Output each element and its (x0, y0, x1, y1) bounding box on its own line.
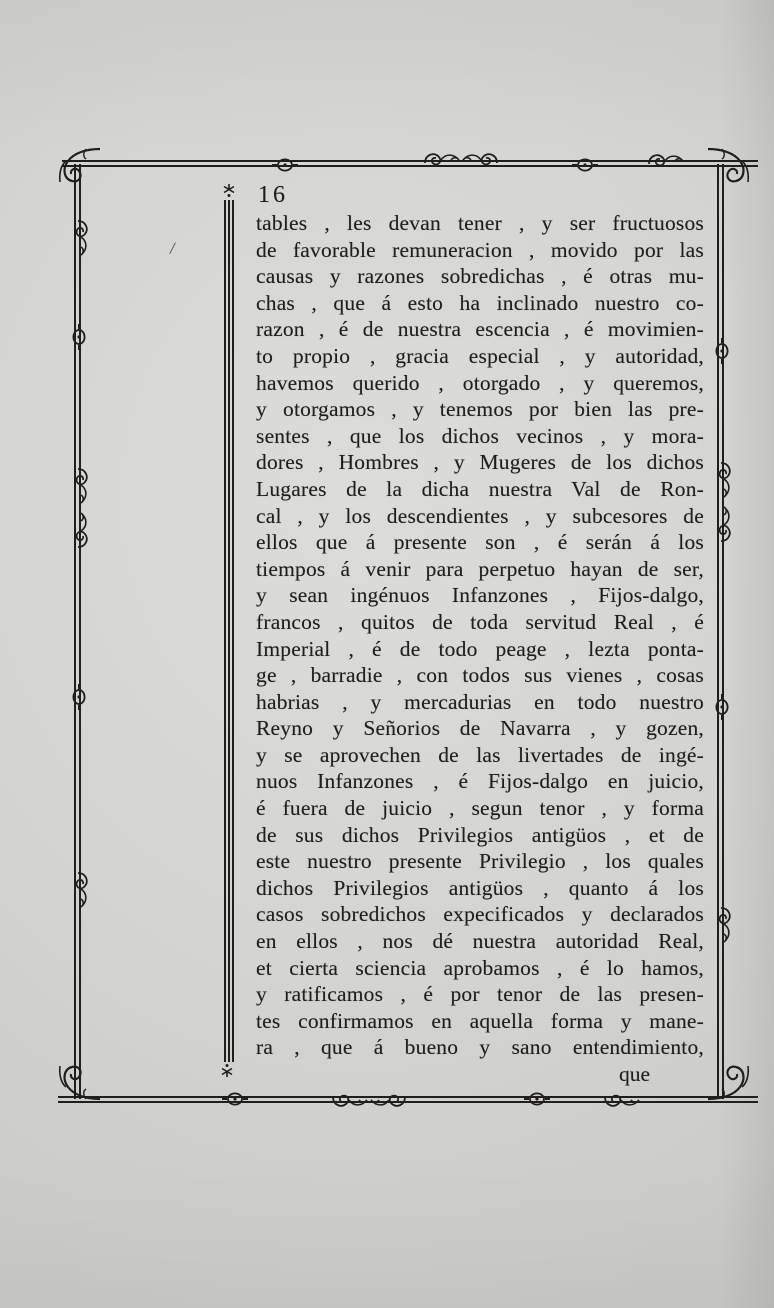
s-scroll-icon (70, 220, 90, 256)
text-line: ge , barradie , con todos sus vienes , cosas (256, 663, 704, 688)
text-line: dichos Privilegios antigüos , quanto á los (256, 875, 704, 900)
s-scroll-icon (332, 1089, 368, 1109)
text-line: sentes , que los dichos vecinos , y mora- (256, 423, 704, 448)
text-line: y ratificamos , é por tenor de las presen- (256, 982, 704, 1007)
page-number: 16 (258, 182, 288, 208)
s-scroll-icon (370, 1089, 406, 1109)
s-scroll-icon (424, 151, 460, 171)
s-scroll-icon (70, 468, 90, 504)
text-line: razon , é de nuestra escencia , é movimien- (256, 317, 704, 342)
cartouche-icon (715, 338, 729, 364)
cartouche-icon (715, 694, 729, 720)
s-scroll-icon (648, 152, 684, 172)
cartouche-icon (72, 684, 86, 710)
text-line: habrias , y mercadurias en todo nuestro (256, 689, 704, 714)
cartouche-icon (72, 324, 86, 350)
cartouche-icon (572, 158, 598, 172)
s-scroll-icon (713, 907, 733, 943)
s-scroll-icon (70, 512, 90, 548)
catchword: que (618, 1062, 650, 1086)
stray-ink-mark: / (168, 237, 177, 259)
text-line: y otorgamos , y tenemos por bien las pre- (256, 397, 704, 422)
finial-cross-icon (220, 1062, 234, 1078)
text-line: de sus dichos Privilegios antigüos , et de (256, 822, 704, 847)
text-line: ra , que á bueno y sano entendimiento, (256, 1035, 704, 1060)
text-line: cal , y los descendientes , y subcesores de (256, 503, 704, 528)
column-divider-rule (224, 200, 234, 1062)
border-bottom-rule (58, 1096, 758, 1103)
text-line: casos sobredichos expecificados y declarados (256, 902, 704, 927)
text-line: y se aprovechen de las livertades de ingé- (256, 742, 704, 767)
cartouche-icon (222, 1092, 248, 1106)
text-line: en ellos , nos dé nuestra autoridad Real, (256, 929, 704, 954)
text-line: causas y razones sobredichas , é otras mu- (256, 264, 704, 289)
s-scroll-icon (604, 1089, 640, 1109)
s-scroll-icon (462, 151, 498, 171)
text-line: nuos Infanzones , é Fijos-dalgo en juicio, (256, 769, 704, 794)
text-line: dores , Hombres , y Mugeres de los dichos (256, 450, 704, 475)
s-scroll-icon (70, 872, 90, 908)
body-text (256, 210, 704, 1088)
cartouche-icon (524, 1092, 550, 1106)
text-line: tiempos á venir para perpetuo hayan de ser, (256, 556, 704, 581)
text-line: tables , les devan tener , y ser fructuosos (256, 211, 704, 235)
corner-scroll-icon (56, 146, 102, 186)
text-line: chas , que á esto ha inclinado nuestro co- (256, 290, 704, 315)
border-right-rule (717, 164, 724, 1099)
text-line: Imperial , é de todo peage , lezta ponta- (256, 636, 704, 661)
text-line: havemos querido , otorgado , y queremos, (256, 370, 704, 395)
corner-scroll-icon (56, 1062, 102, 1102)
text-line: to propio , gracia especial , y autoridad, (256, 343, 704, 368)
text-line: y sean ingénuos Infanzones , Fijos-dalgo, (256, 583, 704, 608)
text-line: este nuestro presente Privilegio , los quales (256, 849, 704, 874)
s-scroll-icon (713, 506, 733, 542)
text-line: ellos que á presente son , é serán á los (256, 530, 704, 555)
text-line: tes confirmamos en aquella forma y mane- (256, 1008, 704, 1033)
finial-cross-icon (222, 183, 236, 199)
text-line: de favorable remuneracion , movido por las (256, 237, 704, 262)
text-line: é fuera de juicio , segun tenor , y forma (256, 796, 704, 821)
text-line: Lugares de la dicha nuestra Val de Ron- (256, 476, 704, 501)
border-left-rule (74, 164, 81, 1099)
corner-scroll-icon (706, 1062, 752, 1102)
text-line: Reyno y Señorios de Navarra , y gozen, (256, 716, 704, 741)
s-scroll-icon (713, 462, 733, 498)
text-line: et cierta sciencia aprobamos , é lo hamos, (256, 955, 704, 980)
corner-scroll-icon (706, 146, 752, 186)
text-line: francos , quitos de toda servitud Real , é (256, 609, 704, 634)
cartouche-icon (272, 158, 298, 172)
